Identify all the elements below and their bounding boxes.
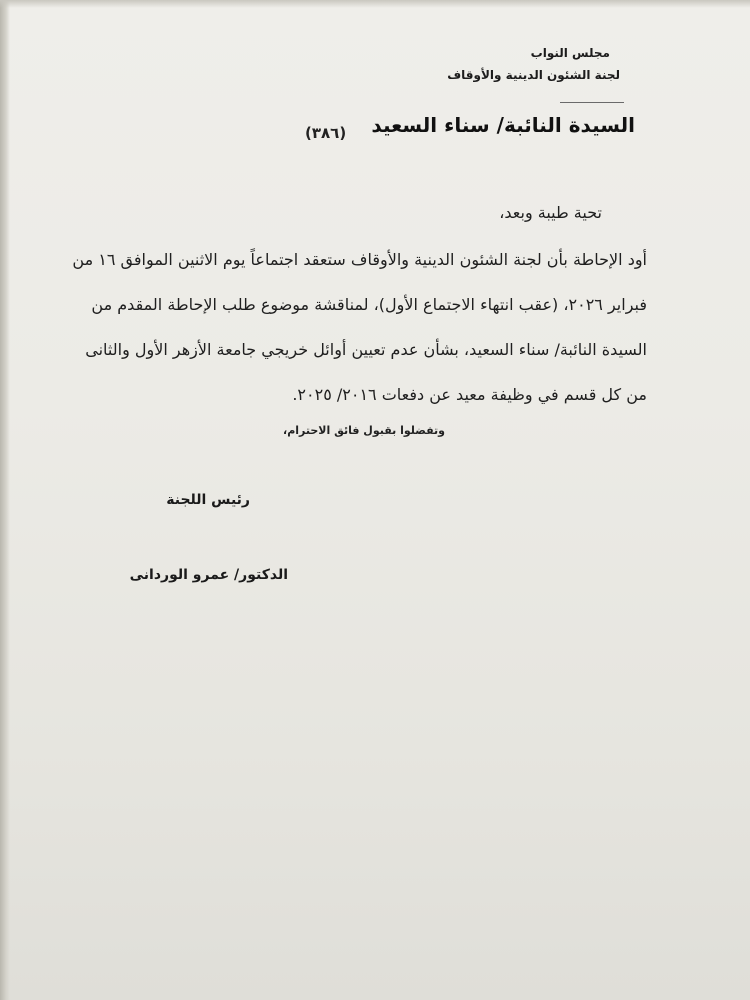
reference-number: (٣٨٦) — [305, 124, 347, 142]
signature-title: رئيس اللجنة — [166, 492, 250, 508]
body-line: أود الإحاطة بأن لجنة الشئون الدينية والأوقاف ستعقد اجتماعاً يوم الاثنين الموافق ١٦ من — [72, 250, 647, 269]
body-line: فبراير ٢٠٢٦، (عقب انتهاء الاجتماع الأول)، لمناقشة موضوع طلب الإحاطة المقدم من — [91, 295, 647, 314]
body-line: السيدة النائبة/ سناء السعيد، بشأن عدم تعيين أوائل خريجي جامعة الأزهر الأول والثانى — [85, 340, 647, 359]
letterhead-council: مجلس النواب — [530, 46, 610, 60]
page-top-shadow — [0, 0, 750, 8]
signature-name: الدكتور/ عمرو الوردانى — [129, 567, 288, 583]
closing-salutation: وتفضلوا بقبول فائق الاحترام، — [283, 424, 445, 437]
letterhead-divider — [560, 102, 624, 103]
greeting: تحية طيبة وبعد، — [499, 203, 602, 222]
addressee: السيدة النائبة/ سناء السعيد — [371, 113, 635, 137]
page-edge-shadow — [0, 0, 10, 1000]
letterhead-committee: لجنة الشئون الدينية والأوقاف — [447, 68, 620, 82]
body-line: من كل قسم في وظيفة معيد عن دفعات ٢٠١٦/ ٢٠٢٥. — [292, 385, 647, 404]
